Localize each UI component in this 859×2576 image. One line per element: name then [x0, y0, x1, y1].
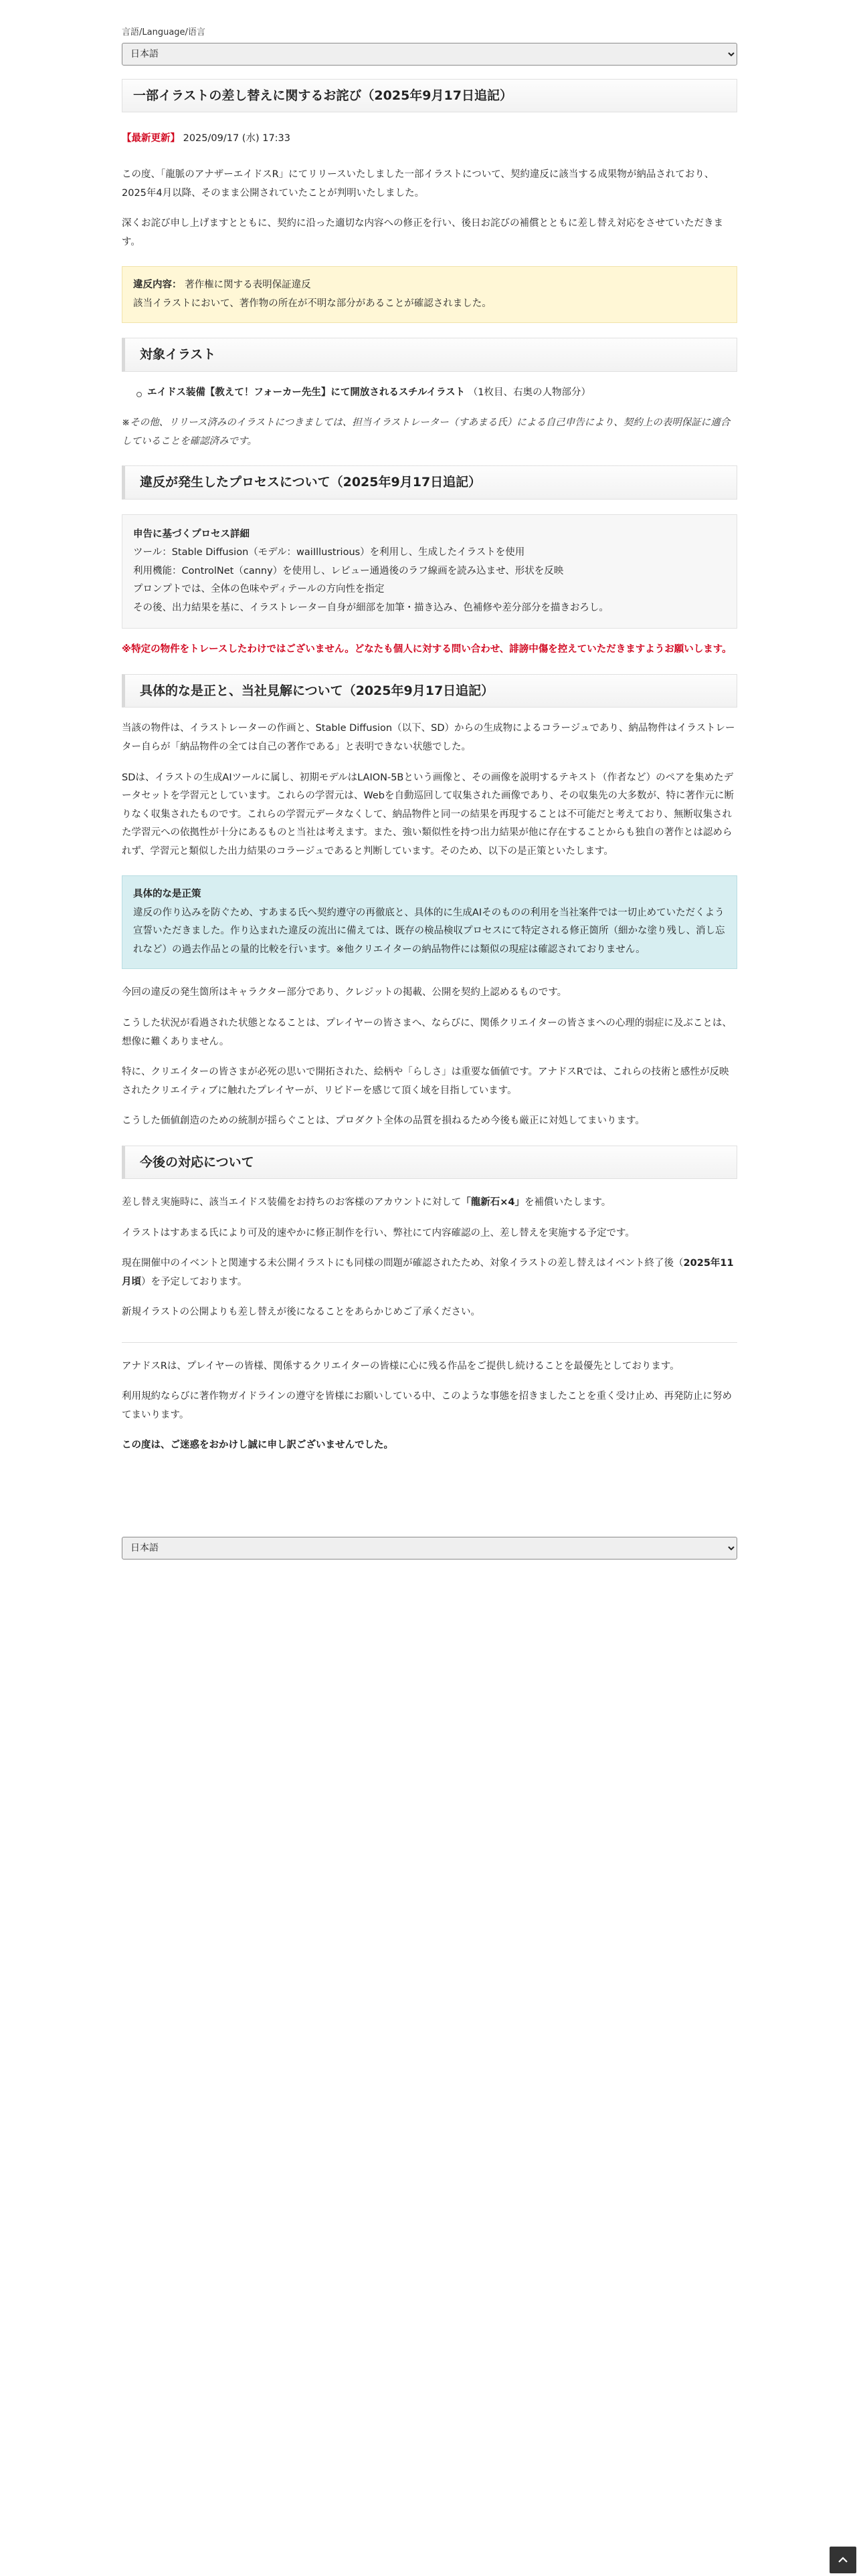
intro-paragraph-1: この度、「龍脈のアナザーエイドスR」にてリリースいたしました一部イラストについて、契約違反に該当する成果物が納品されており、2025年4月以降、そのまま公開されていたことが判明いたしました。: [122, 169, 714, 199]
closing-paragraph-2: 利用規約ならびに著作物ガイドラインの遵守を皆様にお願いしている中、このような事態を招きましたことを重く受け止め、再発防止に努めてまいります。: [122, 1391, 733, 1420]
targets-note: ※その他、リリース済みのイラストにつきましては、担当イラストレーター（すあまる氏）による自己申告により、契約上の表明保証に適合していることを確認済みです。: [122, 417, 731, 447]
language-select[interactable]: [122, 43, 737, 66]
corrective-box-title: 具体的な是正策: [133, 889, 201, 900]
process-line: その後、出力結果を基に、イラストレーター自身が細部を加筆・描き込み、色補修や差分部分を描きおろし。: [133, 602, 609, 613]
process-line: 利用機能：ControlNet（canny）を使用し、レビュー通過後のラフ線画を読み込ませ、形状を反映: [133, 565, 564, 576]
violation-label: 違反内容：: [133, 280, 182, 291]
process-line: プロンプトでは、全体の色味やディテールの方向性を指定: [133, 584, 385, 595]
process-warning: ※特定の物件をトレースしたわけではございません。どなたも個人に対する問い合わせ、誹謗中傷を控えていただきますようお願いします。: [122, 644, 732, 655]
measures-paragraph-5: 特に、クリエイターの皆さまが必死の思いで開拓された、絵柄や「らしさ」は重要な価値です。アナドスRでは、これらの技術と感性が反映されたクリエイティブに触れたプレイヤーが、リビドーを感じて頂く域を目指しています。: [122, 1067, 729, 1096]
measures-paragraph-6: こうした価値創造のための統制が揺らぐことは、プロダクト全体の品質を損ねるため今後も厳正に対処してまいります。: [122, 1115, 645, 1127]
compensation-item: 「龍新石×4」: [461, 1197, 524, 1208]
corrective-box-text: 違反の作り込みを防ぐため、すあまる氏へ契約遵守の再徹底と、具体的に生成AIそのものの利用を当社案件では一切止めていただくよう宣誓いただきました。作り込まれた違反の流出に備えては、既存の検品検収プロセスにて特定される修正箇所（細かな塗り残し、消し忘れなど）の過去作品との量的比較を行います。※他クリエイターの納品物件には類似の現症は確認されておりません。: [133, 907, 725, 955]
future-paragraph-3: [122, 1255, 737, 1291]
replacement-schedule: 2025年11月頃: [122, 1258, 734, 1287]
measures-paragraph-4: こうした状況が看過された状態となることは、プレイヤーの皆さまへ、ならびに、関係クリエイターの皆さまへの心理的弱症に及ぶことは、想像に難くありません。: [122, 1017, 732, 1047]
update-tag: 【最新更新】: [122, 133, 180, 144]
measures-paragraph-3: 今回の違反の発生箇所はキャラクター部分であり、クレジットの掲載、公開を契約上認めるものです。: [122, 987, 567, 998]
corrective-measures-box: [122, 875, 737, 969]
violation-detail: 該当イラストにおいて、著作物の所在が不明な部分があることが確認されました。: [133, 298, 492, 309]
article-container: [122, 27, 737, 1560]
measures-paragraph-1: 当該の物件は、イラストレーターの作画と、Stable Diffusion（以下、SD）からの生成物によるコラージュであり、納品物件はイラストレーター自らが「納品物件の全ては自己の著作である」と表明できない状態でした。: [122, 723, 735, 752]
update-line: [122, 130, 737, 148]
process-box: [122, 514, 737, 629]
future-paragraph-2: イラストはすあまる氏により可及的速やかに修正制作を行い、弊社にて内容確認の上、差し替えを実施する予定です。: [122, 1227, 635, 1239]
future-p3-tail: ）を予定しております。: [141, 1276, 248, 1287]
language-select-bottom[interactable]: [122, 1537, 737, 1560]
section-heading-future: 今後の対応について: [122, 1146, 737, 1179]
future-p3-text: 現在開催中のイベントと関連する未公開イラストにも同様の問題が確認されたため、対象イラストの差し替えはイベント終了後（: [122, 1258, 684, 1269]
closing-apology: この度は、ご迷惑をおかけし誠に申し訳ございませんでした。: [122, 1440, 393, 1451]
scroll-to-top-button[interactable]: [830, 2547, 856, 2573]
section-heading-targets: 対象イラスト: [122, 338, 737, 371]
list-item: [136, 384, 737, 403]
process-box-title: 申告に基づくプロセス詳細: [133, 528, 250, 540]
closing-paragraph-1: アナドスRは、プレイヤーの皆様、関係するクリエイターの皆様に心に残る作品をご提供し続けることを最優先としております。: [122, 1360, 680, 1372]
violation-summary: [133, 276, 726, 295]
future-paragraph-4: 新規イラストの公開よりも差し替えが後になることをあらかじめご了承ください。: [122, 1307, 481, 1318]
future-p1-tail: を補償いたします。: [524, 1197, 611, 1208]
section-heading-measures: 具体的な是正と、当社見解について（2025年9月17日追記）: [122, 674, 737, 708]
language-label: 言語/Language/语言: [122, 27, 205, 37]
process-line: ツール：Stable Diffusion（モデル：waiIllustrious）を利用し、生成したイラストを使用: [133, 547, 525, 558]
intro-paragraph-2: 深くお詫び申し上げますとともに、契約に沿った適切な内容への修正を行い、後日お詫びの補償とともに差し替え対応をさせていただきます。: [122, 218, 723, 247]
target-list: [136, 384, 737, 403]
violation-box: [122, 266, 737, 323]
measures-paragraph-2: SDは、イラストの生成AIツールに属し、初期モデルはLAION-5Bという画像と、その画像を説明するテキスト（作者など）のペアを集めたデータセットを学習元としています。これらの学習元は、Webを自動巡回して収集された画像であり、その収集先の大多数が、特に著作元に断りなく収集されたものです。これらの学習元データなくして、納品物件と同一の結果を再現することは不可能だと考えており、無断収集された学習元への依拠性が十分にあるものと当社は考えます。また、強い類似性を持つ出力結果が他に存在することからも独自の著作とは認められず、学習元と類似した出力結果のコラージュであると判断しています。そのため、以下の是正策といたします。: [122, 772, 734, 857]
page-title: 一部イラストの差し替えに関するお詫び（2025年9月17日追記）: [122, 79, 737, 112]
violation-value: 著作権に関する表明保証違反: [185, 280, 311, 291]
update-date: 2025/09/17 (水) 17:33: [183, 133, 291, 144]
chevron-up-icon: [837, 2554, 849, 2566]
target-item-title: エイドス装備【教えて！フォーカー先生】にて開放されるスチルイラスト: [147, 387, 466, 398]
future-p1-text: 差し替え実施時に、該当エイドス装備をお持ちのお客様のアカウントに対して: [122, 1197, 462, 1208]
section-heading-process: 違反が発生したプロセスについて（2025年9月17日追記）: [122, 465, 737, 499]
divider: [122, 1342, 737, 1343]
future-paragraph-1: [122, 1194, 737, 1212]
target-item-detail: （1枚目、右奥の人物部分）: [468, 387, 591, 398]
